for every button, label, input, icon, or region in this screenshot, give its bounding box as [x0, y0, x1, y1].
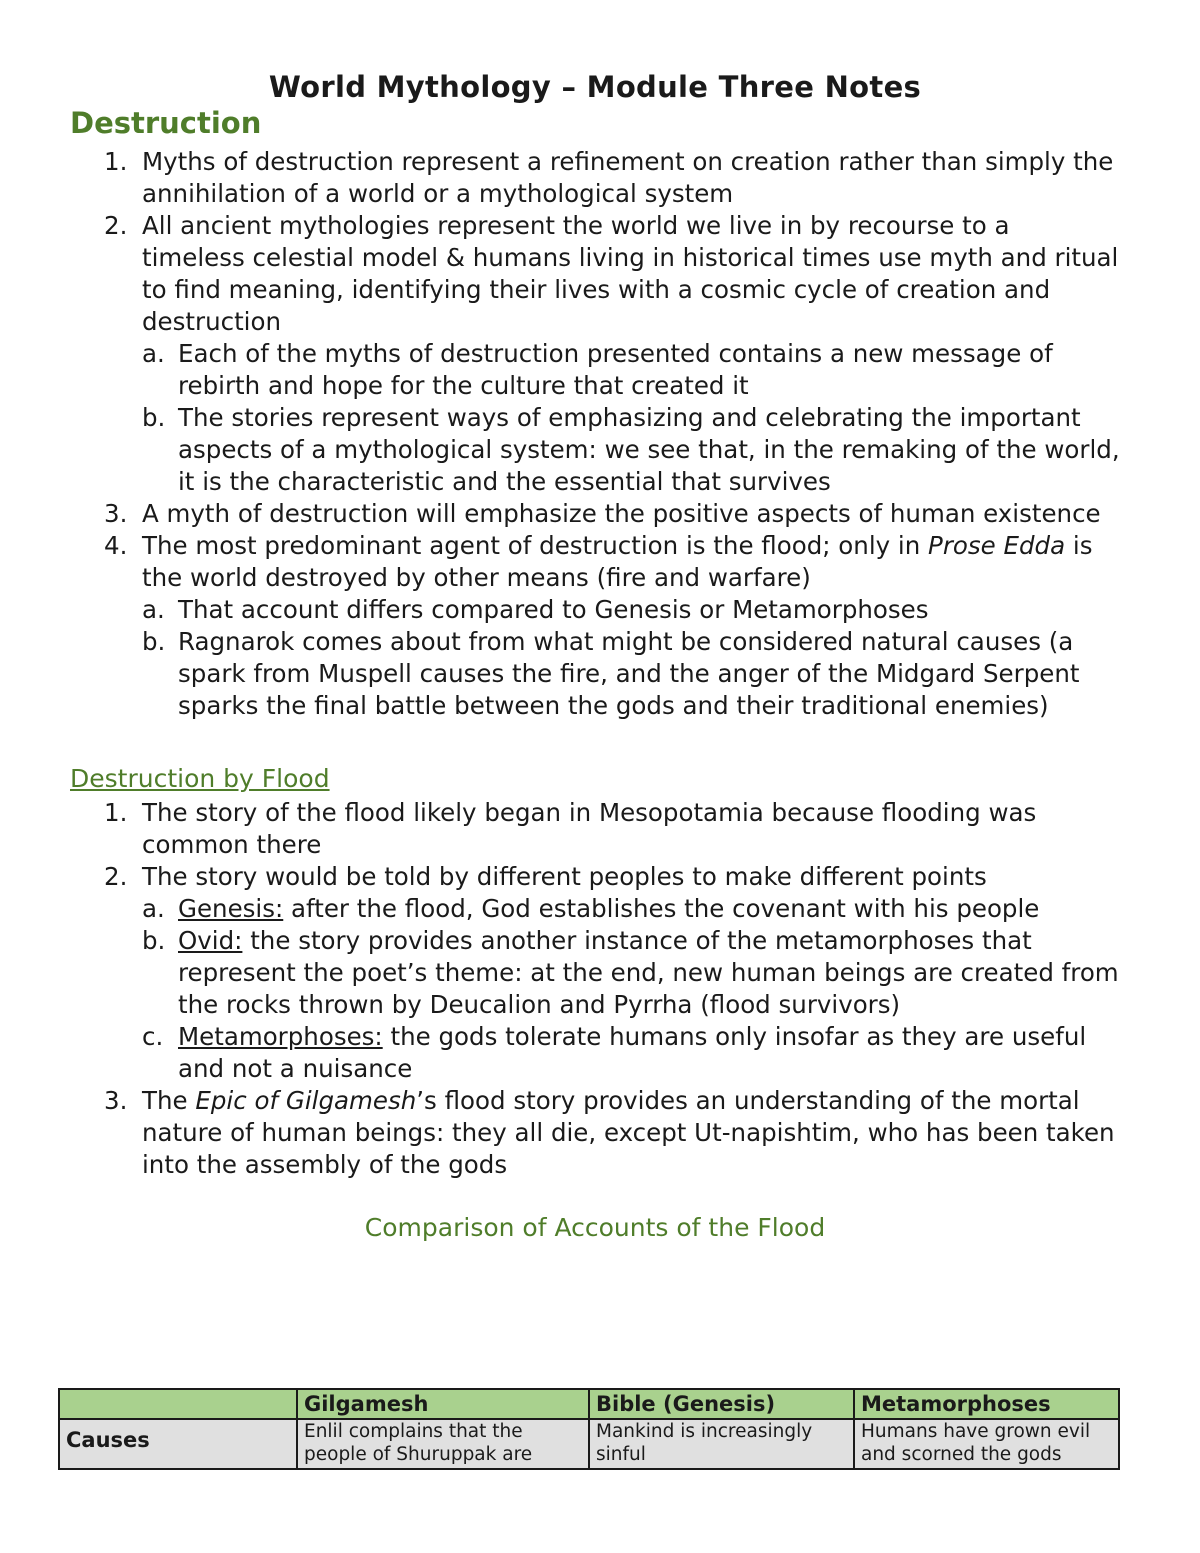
list-marker: a. [142, 339, 165, 368]
sub-item-label: Ovid: [178, 926, 243, 955]
sub-item-label: Genesis: [178, 894, 284, 923]
table-header-cell [59, 1389, 297, 1419]
list-item-text: after the flood, God establishes the covenant with his people [283, 894, 1040, 923]
sub-list-item [142, 594, 1120, 626]
list-item-text: A myth of destruction will emphasize the positive aspects of human existence [142, 499, 1101, 528]
list-item-text-after: is the world destroyed by other means (fire and warfare) [142, 531, 1093, 592]
table-cell [297, 1419, 589, 1469]
list-item [70, 530, 1120, 722]
table-row [59, 1419, 1119, 1469]
list-marker: a. [142, 894, 165, 923]
flood-list [70, 797, 1120, 1181]
section-heading-destruction-by-flood: Destruction by Flood [70, 764, 330, 793]
list-item [70, 797, 1120, 861]
list-marker: b. [142, 926, 166, 955]
sub-list [142, 893, 1120, 1085]
list-item-text-after: ’s flood story provides an understanding of the mortal nature of human beings: they all die, except Ut-napishtim, who has been taken into the assembly of the gods [142, 1086, 1115, 1179]
table-cell-text: Enlil complains that the people of Shuruppak are [304, 1421, 533, 1465]
list-item [70, 146, 1120, 210]
list-marker: a. [142, 595, 165, 624]
section-heading-destruction: Destruction [70, 106, 262, 140]
list-item [70, 861, 1120, 1085]
table-header-cell: Metamorphoses [854, 1389, 1119, 1419]
list-item-text: the gods tolerate humans only insofar as they are useful and not a nuisance [178, 1022, 1087, 1083]
table-row-label: Causes [59, 1419, 297, 1469]
sub-list-item [142, 626, 1120, 722]
list-item-text: The stories represent ways of emphasizing and celebrating the important aspects of a mythological system: we see that, in the remaking of the world, it is the characteristic and the essential that survives [178, 403, 1120, 496]
list-item-text: All ancient mythologies represent the world we live in by recourse to a timeless celestial model & humans living in historical times use myth and ritual to find meaning, identifying their lives with a cosmic cycle of creation and destruction [142, 211, 1119, 336]
table-header-cell: Bible (Genesis) [589, 1389, 854, 1419]
list-item-text: the story provides another instance of the metamorphoses that represent the poet’s theme: at the end, new human beings are created from the rocks thrown by Deucalion and Pyrrha (flood survivors) [178, 926, 1119, 1019]
list-item-text: Ragnarok comes about from what might be considered natural causes (a spark from Muspell causes the fire, and the anger of the Midgard Serpent sparks the final battle between the gods and their traditional enemies) [178, 627, 1080, 720]
list-item-text-before: The most predominant agent of destruction is the flood; only in [142, 531, 929, 560]
table-caption: Comparison of Accounts of the Flood [364, 1213, 826, 1242]
list-item-text: Myths of destruction represent a refinement on creation rather than simply the annihilation of a world or a mythological system [142, 147, 1114, 208]
list-item [70, 498, 1120, 530]
table-cell [854, 1419, 1119, 1469]
sub-list-item [142, 893, 1120, 925]
list-item [70, 210, 1120, 498]
list-marker: 3. [104, 1086, 128, 1115]
list-item-text: The story of the flood likely began in Mesopotamia because flooding was common there [142, 798, 1037, 859]
sub-list-item [142, 338, 1120, 402]
document-page [70, 70, 1120, 1244]
table-cell [589, 1419, 854, 1469]
list-item [70, 1085, 1120, 1181]
list-marker: 2. [104, 862, 128, 891]
table-cell-text: Mankind is increasingly sinful [596, 1421, 813, 1465]
list-marker: b. [142, 403, 166, 432]
list-marker: b. [142, 627, 166, 656]
sub-list-item [142, 925, 1120, 1021]
list-item-text: That account differs compared to Genesis or Metamorphoses [178, 595, 929, 624]
document-title: World Mythology – Module Three Notes [268, 70, 922, 104]
comparison-table [58, 1388, 1120, 1470]
list-marker: 2. [104, 211, 128, 240]
sub-list [142, 338, 1120, 498]
work-title-italic: Prose Edda [928, 531, 1066, 560]
table-header-cell: Gilgamesh [297, 1389, 589, 1419]
table-cell-text: Humans have grown evil and scorned the gods [861, 1421, 1091, 1465]
table-header-row [59, 1389, 1119, 1419]
list-marker: 1. [104, 147, 128, 176]
sub-list [142, 594, 1120, 722]
destruction-list [70, 146, 1120, 722]
work-title-italic: Epic of Gilgamesh [195, 1086, 417, 1115]
list-marker: c. [142, 1022, 164, 1051]
list-item-text: The story would be told by different peoples to make different points [142, 862, 987, 891]
list-marker: 3. [104, 499, 128, 528]
sub-list-item [142, 1021, 1120, 1085]
list-marker: 4. [104, 531, 128, 560]
list-item-text: Each of the myths of destruction presented contains a new message of rebirth and hope for the culture that created it [178, 339, 1053, 400]
list-marker: 1. [104, 798, 128, 827]
sub-item-label: Metamorphoses: [178, 1022, 383, 1051]
sub-list-item [142, 402, 1120, 498]
list-item-text-before: The [142, 1086, 196, 1115]
